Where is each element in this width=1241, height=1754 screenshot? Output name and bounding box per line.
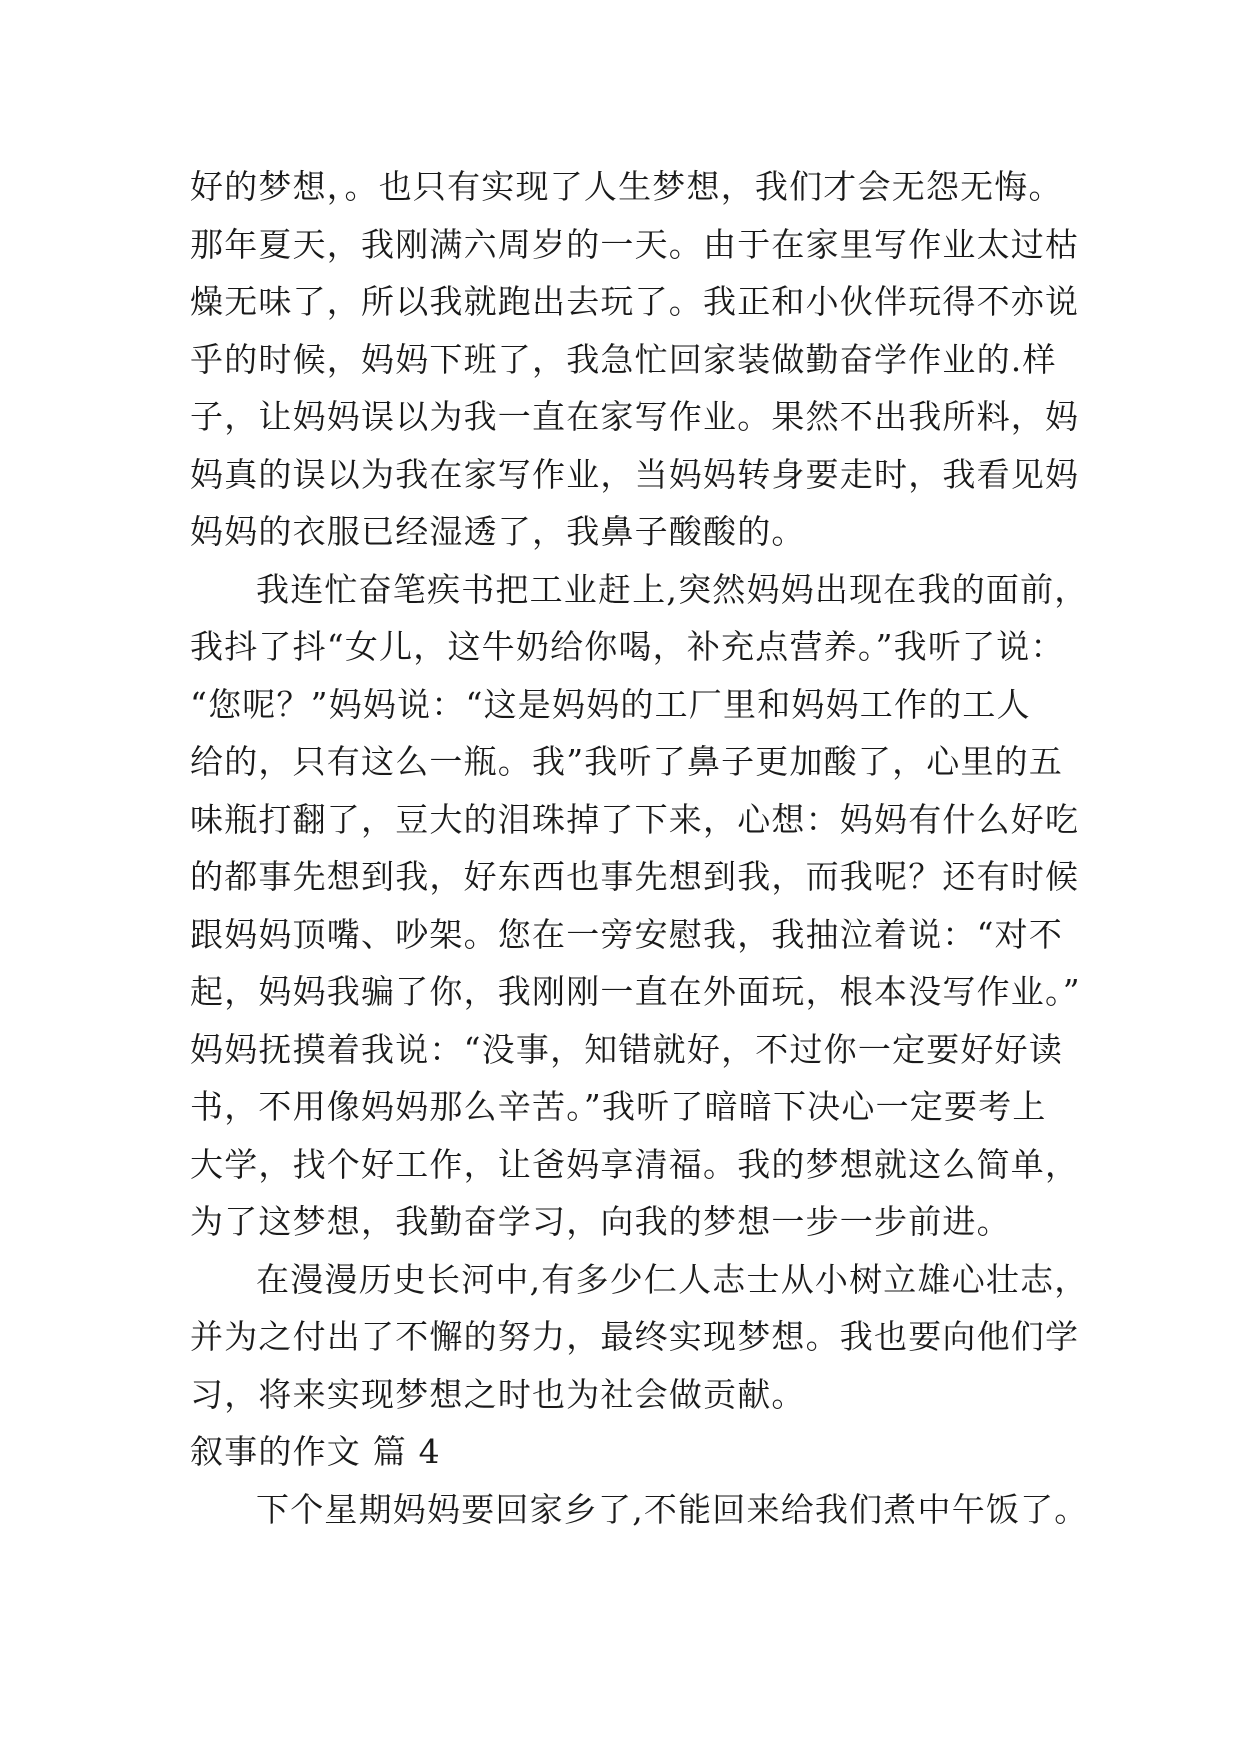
paragraph-first-line: 在漫漫历史长河中,有多少仁人志士从小树立雄心壮志，: [256, 1259, 1089, 1299]
text-line: 好的梦想，。也只有实现了人生梦想，我们才会无怨无悔。: [190, 167, 1063, 206]
paragraph-first-line: 下个星期妈妈要回家乡了,不能回来给我们煮中午饭了。: [256, 1489, 1089, 1529]
text-line: 妈妈抚摸着我说：“没事，知错就好，不过你一定要好好读: [190, 1029, 1064, 1069]
text-line: 妈真的误以为我在家写作业，当妈妈转身要走时，我看见妈: [190, 454, 1080, 494]
text-line: 为了这梦想，我勤奋学习，向我的梦想一步一步前进。: [190, 1202, 1011, 1241]
text-line: 我抖了抖“女儿，这牛奶给你喝，补充点营养。”我听了说：: [190, 627, 1065, 666]
text-line: 跟妈妈顶嘴、吵架。您在一旁安慰我，我抽泣着说：“对不: [190, 914, 1064, 954]
text-line: 味瓶打翻了，豆大的泪珠掉了下来，心想：妈妈有什么好吃: [190, 799, 1080, 839]
essay-body: [190, 158, 1090, 1538]
section-heading: 叙事的作文 篇 4: [190, 1432, 441, 1471]
text-line: 并为之付出了不懈的努力，最终实现梦想。我也要向他们学: [190, 1317, 1080, 1356]
paragraph-first-line: 我连忙奋笔疾书把工业赶上,突然妈妈出现在我的面前，: [256, 569, 1089, 609]
text-line: 给的，只有这么一瓶。我”我听了鼻子更加酸了，心里的五: [190, 742, 1064, 781]
text-line: 的都事先想到我，好东西也事先想到我，而我呢？还有时候: [190, 857, 1080, 896]
text-line: 那年夏天，我刚满六周岁的一天。由于在家里写作业太过枯: [190, 224, 1080, 264]
text-line: 乎的时候，妈妈下班了，我急忙回家装做勤奋学作业的.样: [190, 339, 1057, 379]
text-line: 起，妈妈我骗了你，我刚刚一直在外面玩，根本没写作业。”: [190, 972, 1081, 1011]
text-line: 燥无味了，所以我就跑出去玩了。我正和小伙伴玩得不亦说: [190, 282, 1080, 321]
text-line: “您呢？”妈妈说：“这是妈妈的工厂里和妈妈工作的工人: [190, 684, 1031, 724]
text-line: 妈妈的衣服已经湿透了，我鼻子酸酸的。: [190, 512, 806, 551]
text-line: 大学，找个好工作，让爸妈享清福。我的梦想就这么简单，: [190, 1144, 1080, 1184]
text-line: 书，不用像妈妈那么辛苦。”我听了暗暗下决心一定要考上: [190, 1087, 1047, 1126]
text-line: 习，将来实现梦想之时也为社会做贡献。: [190, 1374, 806, 1414]
text-line: 子，让妈妈误以为我一直在家写作业。果然不出我所料，妈: [190, 397, 1080, 436]
